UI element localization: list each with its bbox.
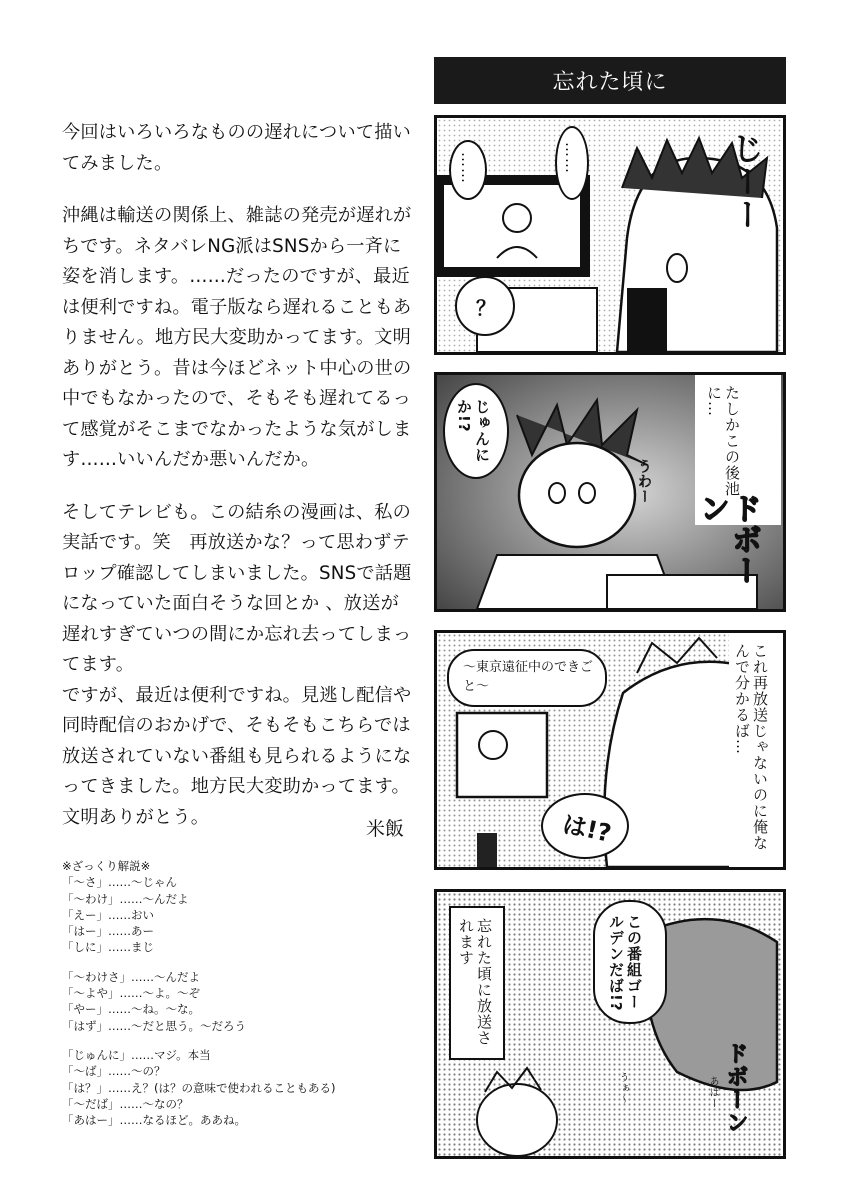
comic-panel-2 bbox=[434, 372, 786, 612]
glossary-entry: 「しに」……まじ bbox=[62, 940, 154, 955]
speech-bubble bbox=[555, 126, 589, 200]
glossary-group bbox=[62, 1047, 422, 1128]
speech-area bbox=[729, 633, 785, 867]
author-signature: 米飯 bbox=[366, 818, 405, 840]
glossary-group bbox=[62, 969, 422, 1034]
glossary bbox=[62, 858, 422, 1141]
comic-panel-3 bbox=[434, 630, 786, 870]
glossary-entry: 「やー」……～ね。～な。 bbox=[62, 1002, 200, 1017]
essay-paragraph: ですが、最近は便利ですね。見逃し配信や同時配信のおかげで、そもそもこちらでは放送されていない番組も見られるようになってきました。地方民大変助かってます。文明ありがとう。 bbox=[62, 684, 412, 828]
glossary-entry: 「～さ」……～じゃん bbox=[62, 875, 177, 890]
comic-panel-1 bbox=[434, 115, 786, 355]
bubble-text: は!? bbox=[560, 810, 614, 848]
bubble-text: ？ bbox=[476, 296, 496, 320]
sound-effect: ドボーン bbox=[694, 493, 761, 586]
glossary-entry: 「～わけ」……～んだよ bbox=[62, 891, 189, 906]
bubble-text: …… bbox=[458, 152, 476, 184]
glossary-group bbox=[62, 858, 422, 956]
essay-paragraph: そしてテレビも。この結糸の漫画は、私の実話です。笑 再放送かな？って思わずテロップ確認してしまいました。SNSで話題になっていた面白そうな回とか 、放送が遅れすぎていつの間にか忘れ去ってしまってます。 bbox=[62, 501, 412, 675]
glossary-entry: 「～よや」……～よ。～ぞ bbox=[62, 986, 200, 1001]
glossary-heading: ※ざっくり解説※ bbox=[62, 859, 151, 873]
essay-paragraph: 今回はいろいろなものの遅れについて描いてみました。 bbox=[62, 122, 411, 174]
speech-bubble bbox=[443, 383, 509, 479]
sound-effect: うわー bbox=[636, 459, 652, 504]
bubble-text: この番組ゴールデンだば!? bbox=[607, 914, 643, 1012]
essay bbox=[62, 118, 412, 855]
glossary-entry: 「はず」……～だと思う。～だろう bbox=[62, 1018, 246, 1033]
bubble-text: これ再放送じゃないのに俺なんで分かるば… bbox=[733, 643, 769, 851]
speech-bubble bbox=[455, 276, 515, 336]
speech-bubble bbox=[449, 140, 487, 200]
glossary-entry: 「は？」……え？(は？の意味で使われることもある) bbox=[62, 1080, 336, 1095]
glossary-entry: 「じゅんに」……マジ。本当 bbox=[62, 1047, 211, 1062]
sound-effect: ドボーン bbox=[723, 1042, 748, 1134]
sound-effect: あはー bbox=[707, 1076, 718, 1109]
caption-text: ～東京遠征中のできごと～ bbox=[463, 660, 594, 694]
comic-title: 忘れた頃に bbox=[434, 57, 786, 104]
speech-bubble bbox=[541, 793, 629, 859]
sound-effect: じーー bbox=[727, 132, 765, 231]
bubble-text: じゅんにか!? bbox=[455, 399, 491, 463]
essay-paragraph: 沖縄は輸送の関係上、雑誌の発売が遅れがちです。ネタバレNG派はSNSから一斉に姿を消します。……だったのですが、最近は便利ですね。電子版なら遅れることもありません。地方民大変助かってます。文明ありがとう。昔は今ほどネット中心の世の中でもなかったので、そもそも遅れてるって感覚がそこまでなかったような気がします……いいんだか悪いんだか。 bbox=[62, 205, 412, 470]
comic-panel-4 bbox=[434, 889, 786, 1159]
caption-bubble bbox=[447, 649, 607, 707]
narration-text: たしかこの後池に… bbox=[705, 385, 741, 497]
caption-text: 忘れた頃に放送されます bbox=[457, 918, 493, 1046]
glossary-entry: 「あはー」……なるほど。ああね。 bbox=[62, 1113, 246, 1128]
caption-box bbox=[449, 906, 505, 1060]
speech-bubble bbox=[593, 900, 667, 1024]
glossary-entry: 「えー」……おい bbox=[62, 907, 154, 922]
glossary-entry: 「～だば」……～なの？ bbox=[62, 1096, 189, 1111]
glossary-entry: 「～ば」……～の？ bbox=[62, 1064, 166, 1079]
sound-effect: うぁ～ bbox=[617, 1072, 628, 1105]
glossary-entry: 「～わけさ」……～んだよ bbox=[62, 969, 200, 984]
bubble-text: …… bbox=[562, 142, 580, 174]
glossary-entry: 「はー」……あー bbox=[62, 924, 154, 939]
